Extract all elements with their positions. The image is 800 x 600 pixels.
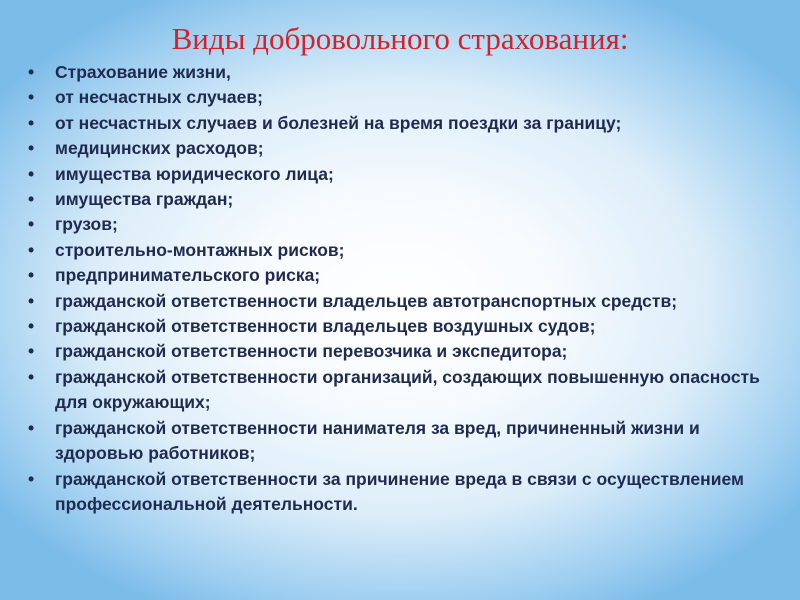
slide-title: Виды добровольного страхования:: [171, 21, 629, 56]
list-item: [28, 136, 788, 161]
list-item: [28, 212, 788, 237]
bullet-icon: •: [28, 87, 35, 108]
list-item-text: грузов;: [55, 214, 118, 235]
list-item-text: гражданской ответственности организаций, создающих повышенную опасность для окружающих;: [55, 366, 760, 413]
bullet-icon: •: [28, 163, 35, 184]
bullet-icon: •: [28, 189, 35, 210]
list-item-text: гражданской ответственности владельцев воздушных судов;: [55, 316, 596, 337]
list-item-text: Страхование жизни,: [55, 62, 231, 82]
list-item-text: имущества юридического лица;: [55, 163, 334, 184]
list-item: [28, 162, 788, 187]
bullet-icon: •: [28, 239, 35, 260]
list-item: [28, 289, 788, 314]
bullet-icon: •: [28, 341, 35, 362]
list-item: [28, 416, 788, 467]
list-item: [28, 85, 788, 110]
list-item: [28, 238, 788, 263]
list-item-text: гражданской ответственности нанимателя за вред, причиненный жизни и здоровью работников;: [55, 417, 700, 464]
bullet-icon: •: [28, 112, 35, 133]
list-item-text: от несчастных случаев;: [55, 87, 263, 108]
bullet-icon: •: [28, 62, 35, 82]
list-item: [28, 187, 788, 212]
list-item-text: от несчастных случаев и болезней на время поездки за границу;: [55, 112, 622, 133]
list-item-text: гражданской ответственности владельцев автотранспортных средств;: [55, 290, 678, 311]
bullet-icon: •: [28, 366, 35, 387]
bullet-icon: •: [28, 468, 35, 489]
list-item: [28, 263, 788, 288]
list-item: [28, 60, 788, 85]
insurance-types-list: [28, 60, 788, 517]
bullet-icon: •: [28, 417, 35, 438]
list-item: [28, 365, 788, 416]
bullet-icon: •: [28, 316, 35, 337]
list-item-text: гражданской ответственности перевозчика и экспедитора;: [55, 341, 568, 362]
list-item: [28, 314, 788, 339]
list-item-text: строительно-монтажных рисков;: [55, 239, 345, 260]
list-item: [28, 467, 788, 518]
list-item-text: имущества граждан;: [55, 189, 234, 210]
list-item-text: гражданской ответственности за причинение вреда в связи с осуществлением профессиональной деятельности.: [55, 468, 744, 514]
bullet-icon: •: [28, 138, 35, 159]
bullet-icon: •: [28, 265, 35, 286]
list-item: [28, 111, 788, 136]
bullet-icon: •: [28, 290, 35, 311]
list-item: [28, 339, 788, 364]
list-item-text: предпринимательского риска;: [55, 265, 321, 286]
list-item-text: медицинских расходов;: [55, 138, 264, 159]
bullet-icon: •: [28, 214, 35, 235]
